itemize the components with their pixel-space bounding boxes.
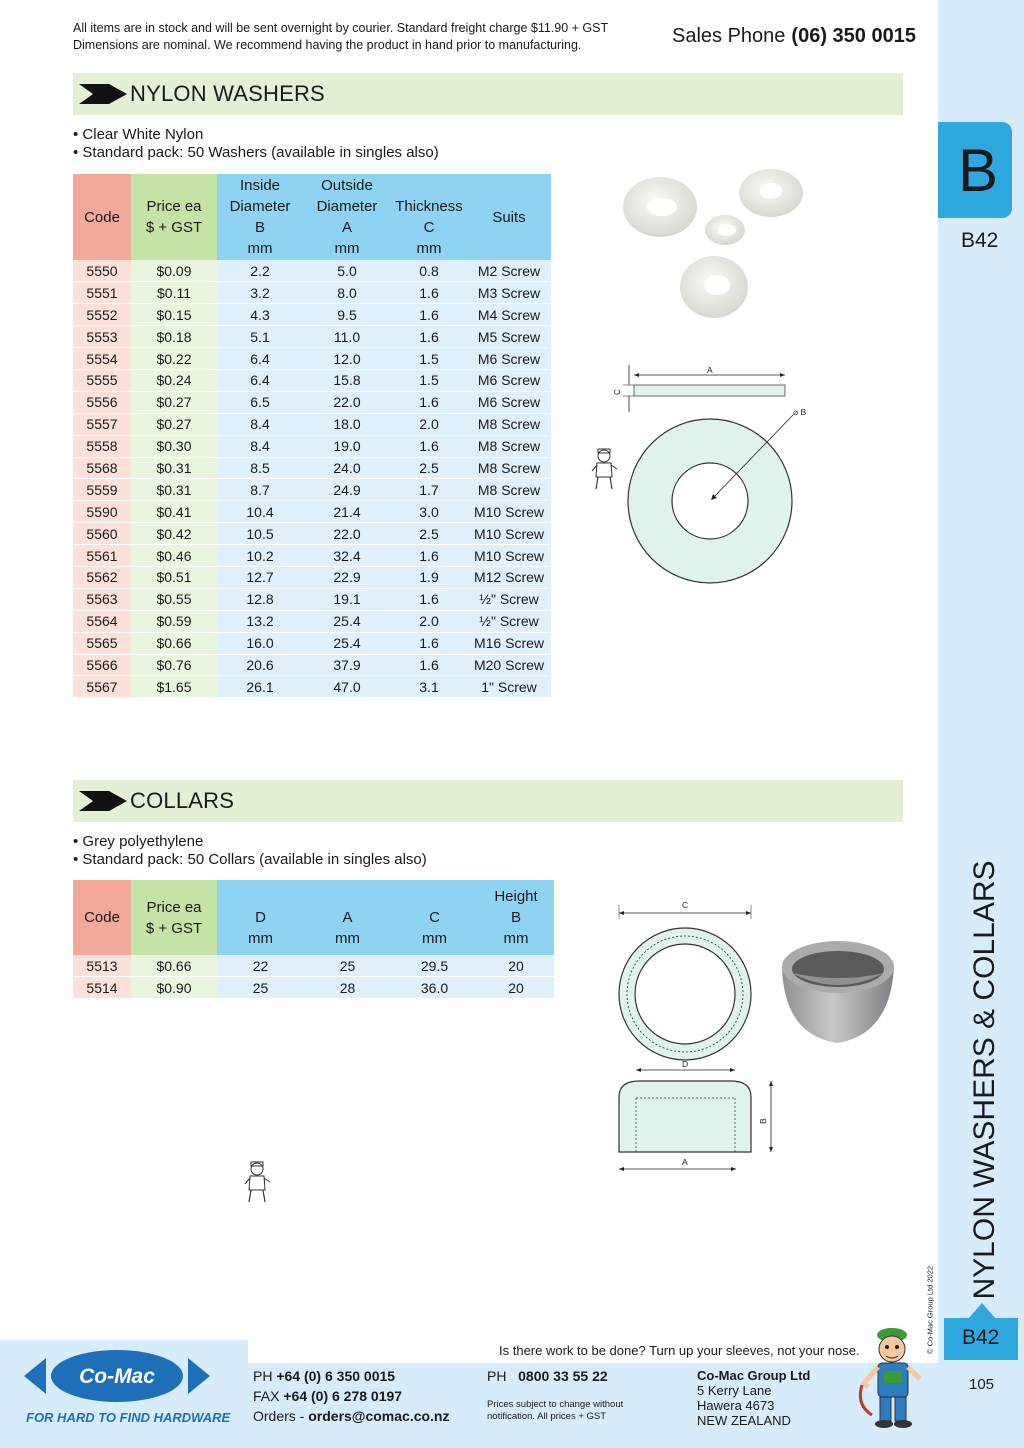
washer-bottom xyxy=(680,256,748,318)
collar-dim-c-label: C xyxy=(682,900,689,910)
collars-col-d: D mm xyxy=(217,880,304,955)
washers-row xyxy=(73,632,551,654)
washers-cell: 1.6 xyxy=(391,304,467,326)
washers-cell: 16.0 xyxy=(217,632,303,654)
arrow-bullet-icon xyxy=(79,791,127,811)
washers-row xyxy=(73,282,551,304)
collars-col-code: Code xyxy=(73,880,131,955)
washers-row xyxy=(73,523,551,545)
washers-row xyxy=(73,348,551,370)
washers-cell: 2.0 xyxy=(391,610,467,632)
washers-cell: M8 Screw xyxy=(467,413,551,435)
washers-cell: 1.6 xyxy=(391,545,467,567)
copyright: © Co-Mac Group Ltd 2022 xyxy=(925,1265,935,1355)
washers-cell: $0.27 xyxy=(131,391,217,413)
logo-tagline: FOR HARD TO FIND HARDWARE xyxy=(26,1410,231,1425)
notice-line-1: All items are in stock and will be sent overnight by courier. Standard freight charge $11.90 + GST xyxy=(73,21,609,35)
page-number: 105 xyxy=(969,1376,995,1393)
dim-b-label: ⌀ B xyxy=(793,407,807,417)
washers-cell: 2.2 xyxy=(217,260,303,282)
washers-cell: 5562 xyxy=(73,566,131,588)
washers-cell: 8.5 xyxy=(217,457,303,479)
washers-cell: 5565 xyxy=(73,632,131,654)
dim-a-label: A xyxy=(707,365,713,375)
washers-cell: 1.6 xyxy=(391,282,467,304)
washers-cell: $0.31 xyxy=(131,479,217,501)
washers-row xyxy=(73,326,551,348)
washers-cell: M8 Screw xyxy=(467,479,551,501)
washers-cell: 11.0 xyxy=(303,326,391,348)
washers-cell: 20.6 xyxy=(217,654,303,676)
arrow-bullet-icon xyxy=(79,84,127,104)
washers-cell: 15.8 xyxy=(303,369,391,391)
washer-diagram xyxy=(605,360,820,595)
collar-dim-d-label: D xyxy=(682,1059,689,1069)
washers-cell: $0.31 xyxy=(131,457,217,479)
notice-line-2: Dimensions are nominal. We recommend having the product in hand prior to manufacturing. xyxy=(73,38,582,52)
washers-cell: 32.4 xyxy=(303,545,391,567)
washers-cell: 5568 xyxy=(73,457,131,479)
washers-cell: M20 Screw xyxy=(467,654,551,676)
washers-cell: 5553 xyxy=(73,326,131,348)
vertical-title: NYLON WASHERS & COLLARS xyxy=(968,860,1001,1300)
washers-cell: 1.5 xyxy=(391,348,467,370)
collars-cell: 20 xyxy=(478,955,554,977)
washers-cell: 3.2 xyxy=(217,282,303,304)
page-code-bottom: B42 xyxy=(962,1326,1000,1349)
washers-cell: 1.6 xyxy=(391,654,467,676)
washer-large-left xyxy=(623,177,697,237)
washers-cell: 12.7 xyxy=(217,566,303,588)
washers-cell: M6 Screw xyxy=(467,348,551,370)
washers-cell: 5560 xyxy=(73,523,131,545)
washers-row xyxy=(73,260,551,282)
footer-slogan: Is there work to be done? Turn up your sleeves, not your nose. xyxy=(499,1343,860,1358)
washers-cell: 10.5 xyxy=(217,523,303,545)
washers-cell: 5590 xyxy=(73,501,131,523)
washers-cell: $0.51 xyxy=(131,566,217,588)
washers-cell: 19.0 xyxy=(303,435,391,457)
washers-col-inside: Inside Diameter B mm xyxy=(217,174,303,260)
washers-cell: 5554 xyxy=(73,348,131,370)
collars-section-band xyxy=(73,780,903,822)
washers-cell: M16 Screw xyxy=(467,632,551,654)
collars-title: COLLARS xyxy=(130,788,235,813)
washers-cell: 12.8 xyxy=(217,588,303,610)
washers-cell: 8.7 xyxy=(217,479,303,501)
washers-cell: 1.7 xyxy=(391,479,467,501)
dim-c-label: C xyxy=(613,389,622,395)
collar-dim-b-label: B xyxy=(758,1118,768,1124)
washers-cell: 8.0 xyxy=(303,282,391,304)
collars-cell: 36.0 xyxy=(391,977,478,999)
washers-cell: $0.46 xyxy=(131,545,217,567)
footer-orders[interactable]: Orders - orders@comac.co.nz xyxy=(253,1408,450,1424)
washers-cell: 22.0 xyxy=(303,391,391,413)
washers-cell: 10.4 xyxy=(217,501,303,523)
section-letter: B xyxy=(958,137,999,204)
tab-pointer-icon xyxy=(968,1303,996,1319)
mascot-icon xyxy=(243,1160,273,1205)
washers-col-suits: Suits xyxy=(467,174,551,260)
washers-cell: 2.5 xyxy=(391,523,467,545)
washers-cell: 0.8 xyxy=(391,260,467,282)
washers-col-price: Price ea $ + GST xyxy=(131,174,217,260)
washers-cell: 5.0 xyxy=(303,260,391,282)
washers-cell: M4 Screw xyxy=(467,304,551,326)
page-code-bottom-tab xyxy=(944,1318,1018,1360)
washers-cell: 22.9 xyxy=(303,566,391,588)
washers-cell: 5566 xyxy=(73,654,131,676)
sales-phone-label: Sales Phone xyxy=(672,25,786,47)
washers-row xyxy=(73,501,551,523)
washers-cell: 6.5 xyxy=(217,391,303,413)
washers-cell: M10 Screw xyxy=(467,501,551,523)
washers-cell: 3.1 xyxy=(391,676,467,698)
collars-bullets xyxy=(73,833,427,868)
washers-cell: $0.59 xyxy=(131,610,217,632)
washers-cell: M6 Screw xyxy=(467,391,551,413)
washers-cell: 1.5 xyxy=(391,369,467,391)
washers-cell: 26.1 xyxy=(217,676,303,698)
collar-dim-a-label: A xyxy=(682,1157,688,1167)
washers-cell: ½" Screw xyxy=(467,610,551,632)
collars-bullet-1: • Grey polyethylene xyxy=(73,833,204,850)
washers-row xyxy=(73,391,551,413)
collars-row xyxy=(73,977,554,999)
washers-cell: M12 Screw xyxy=(467,566,551,588)
washers-row xyxy=(73,457,551,479)
collars-cell: $0.90 xyxy=(131,977,217,999)
washers-cell: M8 Screw xyxy=(467,435,551,457)
washers-cell: M3 Screw xyxy=(467,282,551,304)
washers-cell: 13.2 xyxy=(217,610,303,632)
washers-cell: $0.66 xyxy=(131,632,217,654)
washers-cell: M10 Screw xyxy=(467,545,551,567)
washers-cell: 5550 xyxy=(73,260,131,282)
washers-row xyxy=(73,479,551,501)
washers-cell: 25.4 xyxy=(303,632,391,654)
collar-side-view xyxy=(619,1081,751,1152)
collars-cell: 25 xyxy=(304,955,391,977)
washers-bullet-2: • Standard pack: 50 Washers (available in singles also) xyxy=(73,143,439,161)
washers-cell: 1.9 xyxy=(391,566,467,588)
washers-cell: $0.55 xyxy=(131,588,217,610)
washers-cell: 5551 xyxy=(73,282,131,304)
washers-cell: 12.0 xyxy=(303,348,391,370)
collars-cell: 5513 xyxy=(73,955,131,977)
collars-cell: 25 xyxy=(217,977,304,999)
washers-cell: 5557 xyxy=(73,413,131,435)
collars-cell: $0.66 xyxy=(131,955,217,977)
washers-cell: $0.09 xyxy=(131,260,217,282)
washers-cell: 4.3 xyxy=(217,304,303,326)
collars-cell: 29.5 xyxy=(391,955,478,977)
washers-row xyxy=(73,588,551,610)
washers-cell: 5564 xyxy=(73,610,131,632)
washers-cell: 6.4 xyxy=(217,348,303,370)
washer-inner-hole xyxy=(672,463,748,539)
washers-cell: ½" Screw xyxy=(467,588,551,610)
mascot-icon xyxy=(590,447,620,492)
washers-row xyxy=(73,413,551,435)
washers-cell: 5567 xyxy=(73,676,131,698)
washer-small xyxy=(705,215,745,245)
washers-cell: 1.6 xyxy=(391,391,467,413)
washers-col-thickness: Thickness C mm xyxy=(391,174,467,260)
collars-cell: 5514 xyxy=(73,977,131,999)
washers-cell: $0.18 xyxy=(131,326,217,348)
washers-cell: $0.30 xyxy=(131,435,217,457)
section-tab[interactable] xyxy=(938,122,1012,218)
washers-cell: 5.1 xyxy=(217,326,303,348)
washers-row xyxy=(73,369,551,391)
washers-cell: M8 Screw xyxy=(467,457,551,479)
washers-cell: 19.1 xyxy=(303,588,391,610)
washers-row xyxy=(73,676,551,698)
page-code-top: B42 xyxy=(961,229,999,252)
washers-row xyxy=(73,435,551,457)
washers-bullet-1: • Clear White Nylon xyxy=(73,126,204,143)
washers-cell: $0.24 xyxy=(131,369,217,391)
washers-cell: 1.6 xyxy=(391,326,467,348)
collars-row xyxy=(73,955,554,977)
washers-cell: 2.0 xyxy=(391,413,467,435)
washers-cell: 1.6 xyxy=(391,632,467,654)
washers-cell: 37.9 xyxy=(303,654,391,676)
washer-side-view xyxy=(634,385,785,396)
collar-photo xyxy=(770,925,905,1050)
washers-cell: M10 Screw xyxy=(467,523,551,545)
washers-cell: 18.0 xyxy=(303,413,391,435)
collars-col-price: Price ea $ + GST xyxy=(131,880,217,955)
washers-section-band xyxy=(73,73,903,115)
washers-cell: 10.2 xyxy=(217,545,303,567)
washers-cell: 5552 xyxy=(73,304,131,326)
washers-row xyxy=(73,304,551,326)
washers-row xyxy=(73,566,551,588)
footer-address: Co-Mac Group Ltd 5 Kerry Lane Hawera 4673 NEW ZEALAND xyxy=(697,1368,811,1428)
footer-phone[interactable]: PH +64 (0) 6 350 0015 xyxy=(253,1368,396,1384)
washers-cell: 6.4 xyxy=(217,369,303,391)
washers-cell: 8.4 xyxy=(217,435,303,457)
footer-fax: FAX +64 (0) 6 278 0197 xyxy=(253,1388,403,1404)
washers-bullets xyxy=(73,126,439,161)
collars-col-c: C mm xyxy=(391,880,478,955)
washers-cell: 22.0 xyxy=(303,523,391,545)
sales-phone xyxy=(672,25,916,48)
comac-logo[interactable] xyxy=(24,1348,210,1404)
footer-freephone[interactable]: PH 0800 33 55 22 xyxy=(487,1368,608,1384)
washers-cell: $0.27 xyxy=(131,413,217,435)
washers-cell: $1.65 xyxy=(131,676,217,698)
logo-text: Co-Mac xyxy=(79,1365,155,1388)
washers-cell: 25.4 xyxy=(303,610,391,632)
sales-phone-number[interactable]: (06) 350 0015 xyxy=(791,25,916,47)
washers-row xyxy=(73,610,551,632)
washers-table xyxy=(73,174,551,698)
washers-col-code: Code xyxy=(73,174,131,260)
collars-cell: 22 xyxy=(217,955,304,977)
washers-cell: 24.9 xyxy=(303,479,391,501)
washers-cell: M6 Screw xyxy=(467,369,551,391)
washers-col-outside: Outside Diameter A mm xyxy=(303,174,391,260)
washers-title: NYLON WASHERS xyxy=(130,81,325,106)
washers-cell: $0.41 xyxy=(131,501,217,523)
top-notice xyxy=(73,20,608,54)
washers-cell: 1.6 xyxy=(391,588,467,610)
washers-cell: 5555 xyxy=(73,369,131,391)
washers-row xyxy=(73,545,551,567)
washer-large-right xyxy=(739,169,803,217)
washers-cell: 5556 xyxy=(73,391,131,413)
collars-col-a: A mm xyxy=(304,880,391,955)
collars-bullet-2: • Standard pack: 50 Collars (available in singles also) xyxy=(73,850,427,868)
mascot-icon xyxy=(858,1325,930,1430)
washers-cell: M2 Screw xyxy=(467,260,551,282)
washers-cell: $0.15 xyxy=(131,304,217,326)
washers-cell: 5561 xyxy=(73,545,131,567)
washers-cell: 2.5 xyxy=(391,457,467,479)
washers-cell: 21.4 xyxy=(303,501,391,523)
washers-cell: 47.0 xyxy=(303,676,391,698)
collars-col-height: Height B mm xyxy=(478,880,554,955)
collar-diagram xyxy=(605,895,795,1185)
collar-top-inner xyxy=(635,944,735,1044)
washers-cell: $0.42 xyxy=(131,523,217,545)
washers-cell: M5 Screw xyxy=(467,326,551,348)
washers-cell: $0.76 xyxy=(131,654,217,676)
collars-cell: 20 xyxy=(478,977,554,999)
collars-table xyxy=(73,880,554,999)
washers-cell: 5559 xyxy=(73,479,131,501)
collars-cell: 28 xyxy=(304,977,391,999)
washers-photo xyxy=(610,160,820,330)
washers-cell: $0.11 xyxy=(131,282,217,304)
washers-cell: 3.0 xyxy=(391,501,467,523)
footer-prices-note: Prices subject to change without notification. All prices + GST xyxy=(487,1399,624,1422)
washers-cell: 1.6 xyxy=(391,435,467,457)
washers-row xyxy=(73,654,551,676)
washers-cell: 5563 xyxy=(73,588,131,610)
washers-cell: 5558 xyxy=(73,435,131,457)
washers-cell: $0.22 xyxy=(131,348,217,370)
washers-cell: 1" Screw xyxy=(467,676,551,698)
washers-cell: 8.4 xyxy=(217,413,303,435)
washers-cell: 24.0 xyxy=(303,457,391,479)
washers-cell: 9.5 xyxy=(303,304,391,326)
